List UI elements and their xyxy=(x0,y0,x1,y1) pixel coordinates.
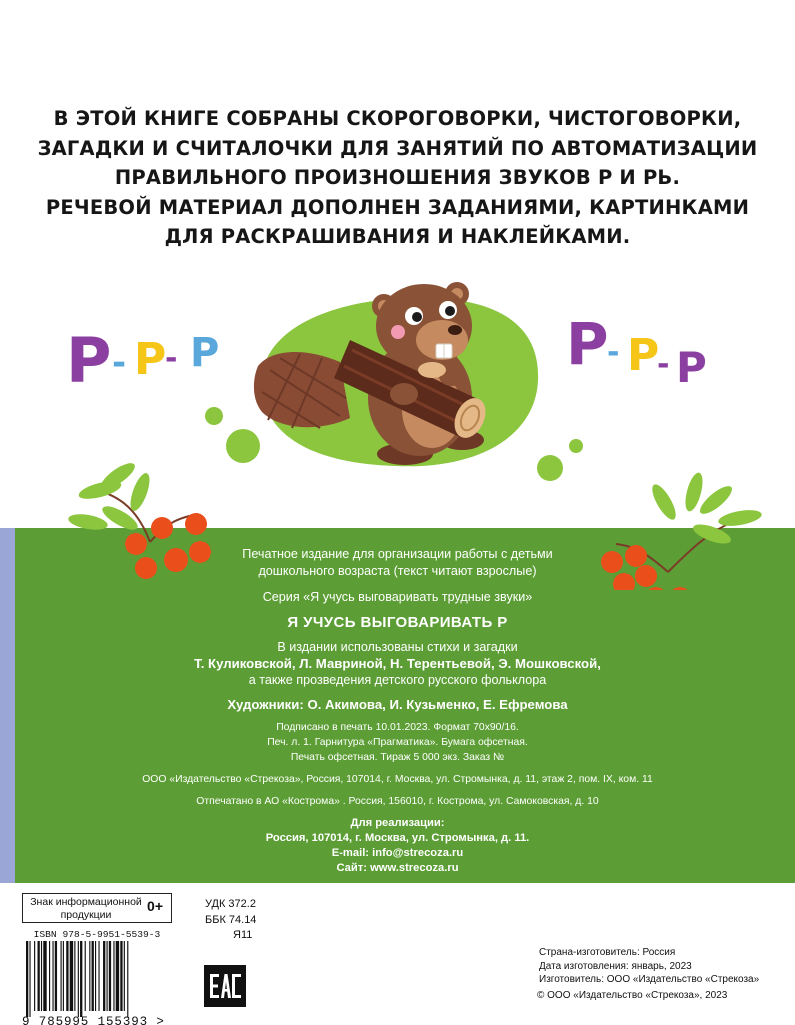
intro-line: ЗАГАДКИ И СЧИТАЛОЧКИ ДЛЯ ЗАНЯТИЙ ПО АВТОМАТИЗАЦИИ xyxy=(37,136,758,160)
barcode-bar xyxy=(120,941,122,1011)
intro-line: ДЛЯ РАСКРАШИВАНИЯ И НАКЛЕЙКАМИ. xyxy=(164,225,631,248)
manufacturer-info xyxy=(539,946,759,987)
artists-line: Художники: О. Акимова, И. Кузьменко, Е. Ефремова xyxy=(227,696,568,712)
intro-text xyxy=(0,104,795,252)
barcode-bar xyxy=(109,941,111,1011)
barcode-bars xyxy=(22,941,172,1017)
beaver-cheek xyxy=(391,325,405,339)
sources-authors: Т. Куликовской, Л. Мавриной, Н. Терентьевой, Э. Мошковской, xyxy=(194,656,601,671)
sales-website: Сайт: www.strecoza.ru xyxy=(336,861,459,874)
barcode-bar xyxy=(63,941,64,1011)
barcode-bar xyxy=(85,941,86,1011)
letter-dash: - xyxy=(112,343,127,383)
barcode-bar xyxy=(103,941,105,1011)
letter-r: Р xyxy=(134,334,167,385)
barcode-bar xyxy=(127,941,128,1017)
letter-r-big: Р xyxy=(566,310,609,378)
cover-illustration xyxy=(0,270,795,590)
letter-r-big: Р xyxy=(66,324,112,397)
barcode-bar xyxy=(124,941,125,1011)
barcode-bar xyxy=(80,941,82,1017)
age-rating-box xyxy=(22,893,172,923)
letter-r: Р xyxy=(190,330,220,376)
beaver-paw xyxy=(390,383,418,405)
age-rating: 0+ xyxy=(147,898,163,914)
barcode xyxy=(22,929,172,1025)
barcode-bar xyxy=(61,941,62,1011)
letter-dash: - xyxy=(607,335,620,370)
barcode-bar xyxy=(89,941,90,1011)
intro-line: В ЭТОЙ КНИГЕ СОБРАНЫ СКОРОГОВОРКИ, ЧИСТОГОВОРКИ, xyxy=(53,107,742,130)
barcode-bar xyxy=(70,941,73,1011)
barcode-bar xyxy=(78,941,79,1017)
manufacture-date: Дата изготовления: январь, 2023 xyxy=(539,960,692,972)
purpose-line: Печатное издание для организации работы с детьми xyxy=(242,547,553,561)
eac-certification-mark xyxy=(204,965,246,1007)
purpose-line: дошкольного возраста (текст читают взрослые) xyxy=(258,563,537,578)
barcode-bar xyxy=(116,941,119,1011)
barcode-bar xyxy=(43,941,46,1011)
barcode-bar xyxy=(55,941,57,1011)
sales-email: E-mail: info@strecoza.ru xyxy=(331,846,464,859)
print-spec-line: Подписано в печать 10.01.2023. Формат 70х90/16. xyxy=(276,721,519,733)
barcode-bar xyxy=(113,941,114,1011)
udk-code: УДК 372.2 xyxy=(205,898,256,910)
letter-dash: - xyxy=(657,347,670,382)
manufacturer-name: Изготовитель: ООО «Издательство «Стрекоза» xyxy=(539,974,760,985)
beaver-nose xyxy=(448,325,462,335)
letter-r: Р xyxy=(627,330,660,381)
author-mark: Я11 xyxy=(233,929,253,941)
rowan-berry xyxy=(151,517,173,539)
imprint-info xyxy=(110,546,685,876)
letter-r: Р xyxy=(676,343,707,392)
barcode-bar xyxy=(49,941,50,1011)
barcode-bar xyxy=(98,941,99,1011)
blob-dot xyxy=(537,455,563,481)
rowan-berry xyxy=(185,513,207,535)
copyright-notice: © ООО «Издательство «Стрекоза», 2023 xyxy=(537,990,728,1001)
intro-line: ПРАВИЛЬНОГО ПРОИЗНОШЕНИЯ ЗВУКОВ Р И РЬ. xyxy=(114,166,681,189)
sources-line: а также прозведения детского русского фольклора xyxy=(248,673,547,687)
publisher-address: ООО «Издательство «Стрекоза», Россия, 107014, г. Москва, ул. Стромынка, д. 11, этаж 2, пом. IX, ком. 11 xyxy=(142,773,653,785)
barcode-bar xyxy=(95,941,96,1011)
barcode-bar xyxy=(74,941,75,1011)
sources-line: В издании использованы стихи и загадки xyxy=(277,639,518,654)
book-title: Я УЧУСЬ ВЫГОВАРИВАТЬ Р xyxy=(287,613,508,631)
sales-heading: Для реализации: xyxy=(350,816,445,829)
barcode-bar xyxy=(52,941,53,1011)
intro-line: РЕЧЕВОЙ МАТЕРИАЛ ДОПОЛНЕН ЗАДАНИЯМИ, КАРТИНКАМИ xyxy=(45,195,750,219)
isbn-number: ISBN 978-5-9951-5539-3 xyxy=(33,929,161,940)
sales-address: Россия, 107014, г. Москва, ул. Стромынка, д. 11. xyxy=(265,831,530,844)
print-spec-line: Печать офсетная. Тираж 5 000 экз. Заказ № xyxy=(290,751,505,763)
blob-dot xyxy=(226,429,260,463)
printer-address: Отпечатано в АО «Кострома» . Россия, 156010, г. Кострома, ул. Самоковская, д. 10 xyxy=(196,795,599,807)
series-name: Серия «Я учусь выговаривать трудные звуки» xyxy=(262,590,533,604)
barcode-bar xyxy=(41,941,42,1011)
letters-right xyxy=(566,310,707,392)
classification-codes xyxy=(205,897,256,944)
bbk-code: ББК 74.14 xyxy=(205,913,257,926)
age-rating-label: Знак информационной продукции xyxy=(30,896,142,921)
country-of-origin: Страна-изготовитель: Россия xyxy=(539,947,676,958)
letters-left xyxy=(66,324,219,397)
barcode-bar xyxy=(34,941,35,1011)
barcode-bar xyxy=(26,941,28,1017)
blob-dot xyxy=(569,439,583,453)
barcode-bar xyxy=(92,941,94,1011)
barcode-bar xyxy=(107,941,108,1011)
blob-dot xyxy=(205,407,223,425)
letter-dash: - xyxy=(165,341,178,376)
barcode-bar xyxy=(66,941,68,1011)
barcode-bar xyxy=(38,941,40,1011)
barcode-bar xyxy=(29,941,30,1017)
print-spec-line: Печ. л. 1. Гарнитура «Прагматика». Бумага офсетная. xyxy=(267,736,528,748)
barcode-digits: 9 785995 155393 > xyxy=(22,1015,165,1025)
